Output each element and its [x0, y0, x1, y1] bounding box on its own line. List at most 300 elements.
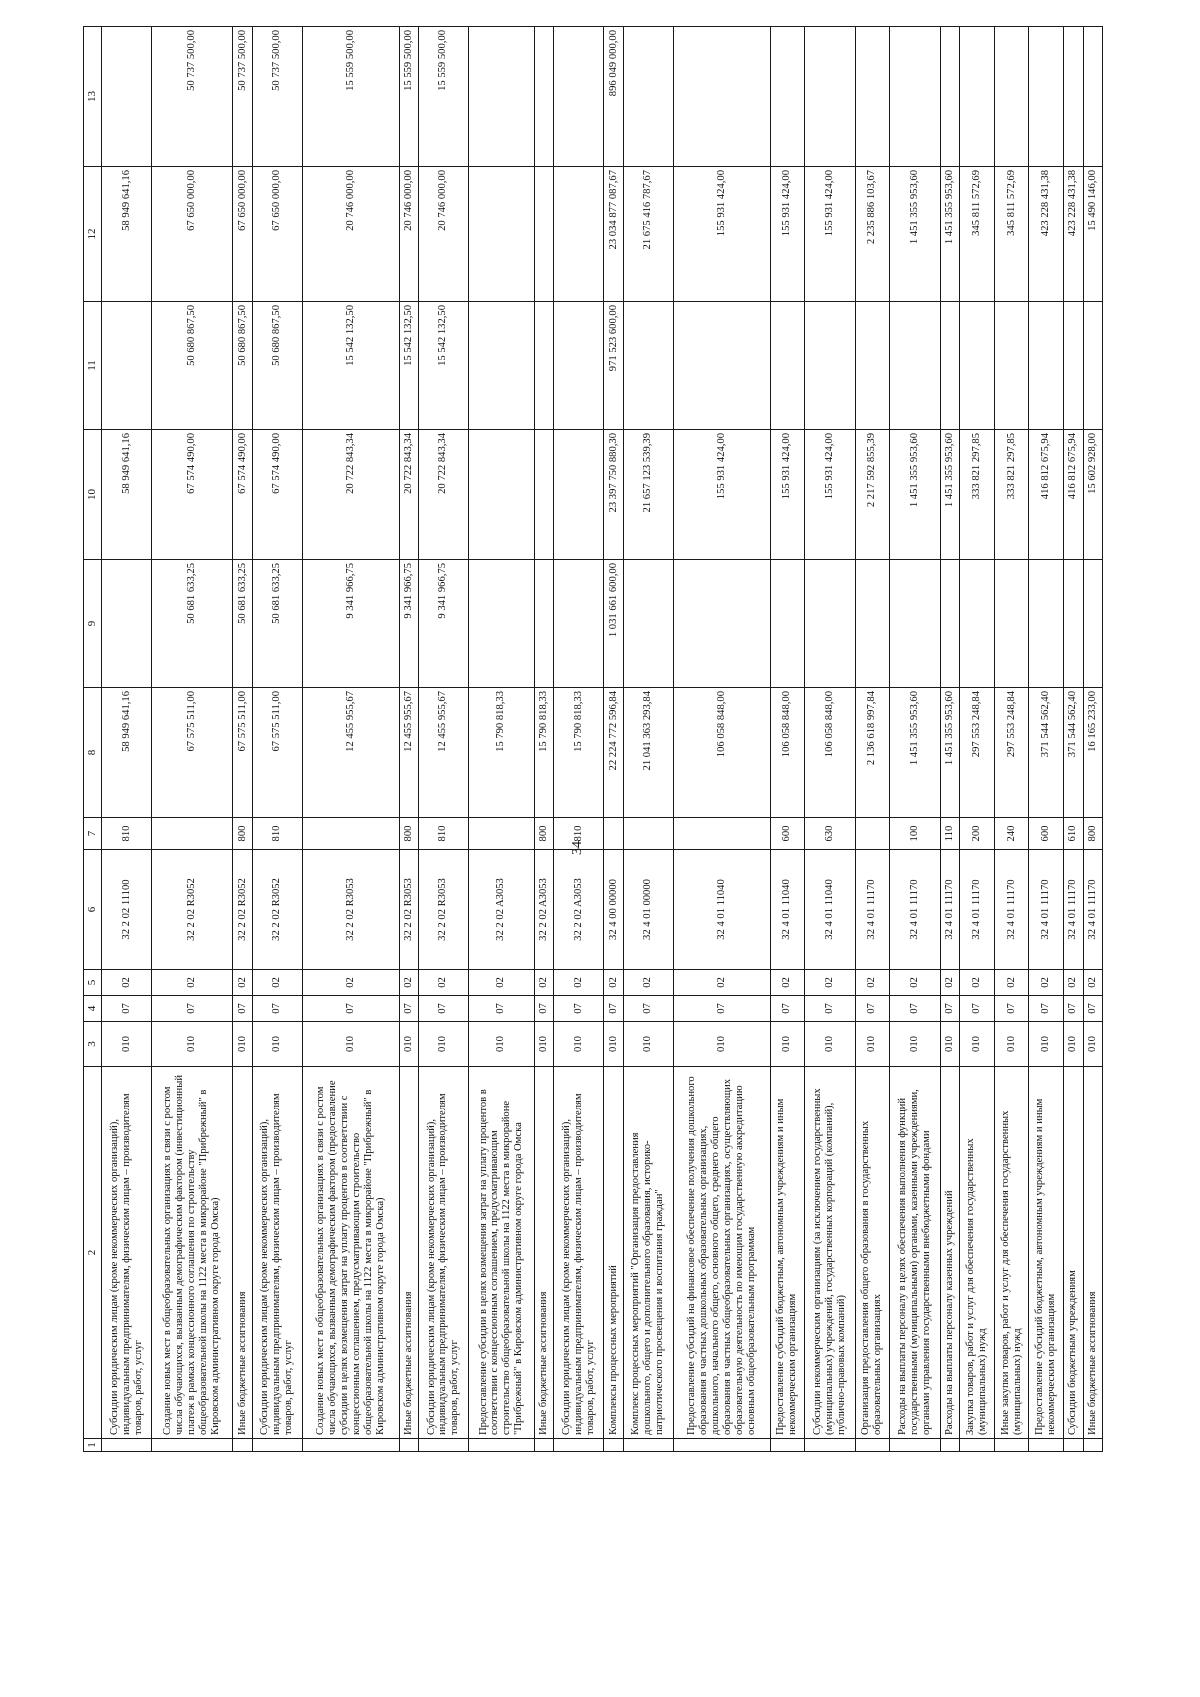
code-section: 07: [554, 996, 604, 1022]
amount-2026-federal: [855, 302, 890, 430]
code-subsection: 02: [805, 970, 855, 996]
amount-2025-total: 67 575 511,00: [152, 688, 233, 818]
amount-2025-federal: 9 341 966,75: [399, 560, 418, 688]
table-row: [805, 27, 855, 1452]
code-section: 07: [959, 996, 994, 1022]
expense-type-code: 810: [554, 818, 604, 850]
code-section: 07: [418, 996, 468, 1022]
amount-2027-total: 423 228 431,38: [1029, 167, 1064, 302]
code-ministry: 010: [855, 1022, 890, 1067]
code-section: 07: [233, 996, 252, 1022]
code-subsection: 02: [959, 970, 994, 996]
amount-2025-federal: [855, 560, 890, 688]
amount-2025-total: 1 451 355 953,60: [890, 688, 940, 818]
amount-2025-total: 67 575 511,00: [233, 688, 252, 818]
item-name: Субсидии юридическим лицам (кроме некоммерческих организаций), индивидуальным предпринимателям, физическим лицам – производителям товаров, работ, услуг: [418, 1067, 468, 1439]
table-row: [399, 27, 418, 1452]
amount-2025-total: 15 790 818,33: [534, 688, 553, 818]
item-name: Расходы на выплаты персоналу в целях обеспечения выполнения функций государственными (муниципальными) органами, казенными учреждениями, органами управления государственными внебюджетными фондами: [890, 1067, 940, 1439]
amount-2027-total: 155 931 424,00: [673, 167, 770, 302]
item-name: Иные бюджетные ассигнования: [1083, 1067, 1102, 1439]
item-name: Закупка товаров, работ и услуг для обеспечения государственных (муниципальных) нужд: [959, 1067, 994, 1439]
amount-2026-total: 21 657 123 539,39: [623, 430, 673, 560]
amount-2026-total: 23 397 750 880,30: [604, 430, 623, 560]
code-section: 07: [994, 996, 1029, 1022]
code-ministry: 010: [554, 1022, 604, 1067]
amount-2027-federal: [890, 27, 940, 167]
target-article-code: 32 2 02 R3053: [418, 850, 468, 970]
expense-type-code: [152, 818, 233, 850]
item-name: Предоставление субсидий бюджетным, автономным учреждениям и иным некоммерческим организациям: [1029, 1067, 1064, 1439]
amount-2027-total: 1 451 355 953,60: [890, 167, 940, 302]
code-subsection: 02: [940, 970, 959, 996]
amount-2026-total: [554, 430, 604, 560]
row-indent: [554, 1439, 604, 1452]
amount-2026-total: 20 722 843,34: [399, 430, 418, 560]
item-name: Субсидии бюджетным учреждениям: [1064, 1067, 1083, 1439]
row-indent: [102, 1439, 152, 1452]
item-name: Комплекс процессных мероприятий "Организация предоставления дошкольного, общего и дополнительного образования, историко-патриотического просвещения и воспитания граждан": [623, 1067, 673, 1439]
amount-2026-federal: [890, 302, 940, 430]
code-ministry: 010: [399, 1022, 418, 1067]
column-number: 6: [84, 850, 102, 970]
amount-2025-federal: 1 031 661 600,00: [604, 560, 623, 688]
amount-2027-federal: [1064, 27, 1083, 167]
expense-type-code: 800: [399, 818, 418, 850]
row-indent: [469, 1439, 535, 1452]
amount-2026-total: 155 931 424,00: [805, 430, 855, 560]
amount-2026-total: 20 722 843,34: [418, 430, 468, 560]
amount-2026-total: 416 812 675,94: [1064, 430, 1083, 560]
column-number: 4: [84, 996, 102, 1022]
amount-2026-total: 15 602 928,00: [1083, 430, 1102, 560]
row-indent: [673, 1439, 770, 1452]
expense-type-code: [469, 818, 535, 850]
amount-2025-federal: [469, 560, 535, 688]
table-row: [1064, 27, 1083, 1452]
expense-type-code: 810: [102, 818, 152, 850]
amount-2026-federal: 15 542 132,50: [302, 302, 399, 430]
amount-2025-federal: 50 681 633,25: [152, 560, 233, 688]
column-number: 13: [84, 27, 102, 167]
row-indent: [1064, 1439, 1083, 1452]
code-section: 07: [469, 996, 535, 1022]
target-article-code: 32 2 02 R3053: [399, 850, 418, 970]
code-subsection: 02: [994, 970, 1029, 996]
amount-2026-federal: [1083, 302, 1102, 430]
amount-2026-total: 67 574 490,00: [252, 430, 302, 560]
code-ministry: 010: [534, 1022, 553, 1067]
expense-type-code: 110: [940, 818, 959, 850]
amount-2027-federal: 15 559 500,00: [418, 27, 468, 167]
code-ministry: 010: [959, 1022, 994, 1067]
amount-2027-federal: [940, 27, 959, 167]
table-row: [554, 27, 604, 1452]
row-indent: [770, 1439, 805, 1452]
amount-2026-total: 67 574 490,00: [233, 430, 252, 560]
table-row: [994, 27, 1029, 1452]
target-article-code: 32 4 01 11170: [1064, 850, 1083, 970]
code-ministry: 010: [673, 1022, 770, 1067]
item-name: Субсидии некоммерческим организациям (за исключением государственных (муниципальных) учреждений, государственных корпораций (компаний), публично-правовых компаний): [805, 1067, 855, 1439]
amount-2027-federal: [1029, 27, 1064, 167]
code-ministry: 010: [940, 1022, 959, 1067]
expense-type-code: [302, 818, 399, 850]
column-number: 10: [84, 430, 102, 560]
column-number-row: [84, 27, 102, 1452]
amount-2025-federal: [994, 560, 1029, 688]
item-name: Иные бюджетные ассигнования: [534, 1067, 553, 1439]
amount-2026-total: 2 217 592 855,39: [855, 430, 890, 560]
code-subsection: 02: [623, 970, 673, 996]
amount-2025-federal: 50 681 633,25: [252, 560, 302, 688]
code-section: 07: [152, 996, 233, 1022]
item-name: Субсидии юридическим лицам (кроме некоммерческих организаций), индивидуальным предпринимателям, физическим лицам – производителям товаров, работ, услуг: [102, 1067, 152, 1439]
amount-2025-total: 371 544 562,40: [1064, 688, 1083, 818]
target-article-code: 32 4 01 11170: [855, 850, 890, 970]
target-article-code: 32 2 02 A3053: [534, 850, 553, 970]
amount-2026-total: [534, 430, 553, 560]
target-article-code: 32 4 01 11170: [1083, 850, 1102, 970]
amount-2025-total: 12 455 955,67: [399, 688, 418, 818]
target-article-code: 32 4 01 00000: [623, 850, 673, 970]
code-subsection: 02: [855, 970, 890, 996]
table-row: [855, 27, 890, 1452]
amount-2026-federal: [102, 302, 152, 430]
amount-2025-total: 15 790 818,33: [469, 688, 535, 818]
amount-2026-federal: 50 680 867,50: [152, 302, 233, 430]
amount-2027-total: 67 650 000,00: [152, 167, 233, 302]
item-name: Субсидии юридическим лицам (кроме некоммерческих организаций), индивидуальным предпринимателям, физическим лицам – производителям товаров, работ, услуг: [252, 1067, 302, 1439]
amount-2025-total: 2 136 618 997,84: [855, 688, 890, 818]
code-ministry: 010: [469, 1022, 535, 1067]
amount-2027-federal: [534, 27, 553, 167]
expense-type-code: [855, 818, 890, 850]
code-section: 07: [252, 996, 302, 1022]
code-section: 07: [623, 996, 673, 1022]
expense-type-code: 810: [418, 818, 468, 850]
table-row: [469, 27, 535, 1452]
amount-2026-federal: [1064, 302, 1083, 430]
item-name: Иные бюджетные ассигнования: [399, 1067, 418, 1439]
amount-2025-federal: [1083, 560, 1102, 688]
amount-2025-total: 12 455 955,67: [418, 688, 468, 818]
amount-2027-total: 155 931 424,00: [805, 167, 855, 302]
column-number: 5: [84, 970, 102, 996]
amount-2027-federal: 15 559 500,00: [399, 27, 418, 167]
amount-2027-total: 67 650 000,00: [252, 167, 302, 302]
amount-2027-federal: 15 559 500,00: [302, 27, 399, 167]
amount-2026-federal: 15 542 132,50: [418, 302, 468, 430]
amount-2027-total: [534, 167, 553, 302]
code-ministry: 010: [418, 1022, 468, 1067]
code-section: 07: [855, 996, 890, 1022]
amount-2027-total: 1 451 355 953,60: [940, 167, 959, 302]
amount-2027-total: 15 490 146,00: [1083, 167, 1102, 302]
table-row: [890, 27, 940, 1452]
amount-2027-total: 21 675 416 787,67: [623, 167, 673, 302]
amount-2027-federal: [959, 27, 994, 167]
amount-2027-total: [554, 167, 604, 302]
code-subsection: 02: [233, 970, 252, 996]
amount-2025-federal: [534, 560, 553, 688]
amount-2025-total: 106 058 848,00: [770, 688, 805, 818]
table-row: [959, 27, 994, 1452]
expense-type-code: [623, 818, 673, 850]
code-subsection: 02: [890, 970, 940, 996]
amount-2025-total: 106 058 848,00: [673, 688, 770, 818]
item-name: Организация предоставления общего образования в государственных образовательных организациях: [855, 1067, 890, 1439]
amount-2026-federal: [673, 302, 770, 430]
amount-2027-total: 67 650 000,00: [233, 167, 252, 302]
amount-2027-total: 2 235 886 103,67: [855, 167, 890, 302]
code-ministry: 010: [102, 1022, 152, 1067]
amount-2026-total: 333 821 297,85: [959, 430, 994, 560]
expense-type-code: 630: [805, 818, 855, 850]
column-number: 12: [84, 167, 102, 302]
amount-2025-total: 16 165 233,00: [1083, 688, 1102, 818]
budget-table: [83, 26, 1103, 1452]
amount-2026-total: 1 451 355 953,60: [890, 430, 940, 560]
table-row: [233, 27, 252, 1452]
amount-2027-total: 23 034 877 087,67: [604, 167, 623, 302]
amount-2026-federal: [994, 302, 1029, 430]
target-article-code: 32 4 00 00000: [604, 850, 623, 970]
amount-2025-federal: [805, 560, 855, 688]
amount-2025-federal: [623, 560, 673, 688]
amount-2025-total: 21 041 363 293,84: [623, 688, 673, 818]
table-row: [770, 27, 805, 1452]
column-number: 7: [84, 818, 102, 850]
target-article-code: 32 4 01 11170: [959, 850, 994, 970]
target-article-code: 32 2 02 R3053: [302, 850, 399, 970]
amount-2027-total: 345 811 572,69: [959, 167, 994, 302]
target-article-code: 32 4 01 11170: [1029, 850, 1064, 970]
row-indent: [302, 1439, 399, 1452]
amount-2026-federal: [554, 302, 604, 430]
amount-2025-federal: [890, 560, 940, 688]
table-row: [102, 27, 152, 1452]
item-name: Иные бюджетные ассигнования: [233, 1067, 252, 1439]
amount-2025-federal: [1029, 560, 1064, 688]
amount-2025-total: 58 949 641,16: [102, 688, 152, 818]
amount-2027-federal: 896 049 000,00: [604, 27, 623, 167]
row-indent: [623, 1439, 673, 1452]
item-name: Создание новых мест в общеобразовательных организациях в связи с ростом числа обучающихся, вызванным демографическим фактором (предоставление субсидии в целях возмещения затрат на уплату процентов в соответствии с концессионным соглашением, предусматривающим строительство общеобразовательной школы на 1122 места в микрорайоне "Прибрежный" в Кировском административном округе города Омска): [302, 1067, 399, 1439]
target-article-code: 32 4 01 11170: [940, 850, 959, 970]
amount-2026-total: 1 451 355 953,60: [940, 430, 959, 560]
amount-2026-federal: [940, 302, 959, 430]
code-subsection: 02: [604, 970, 623, 996]
code-ministry: 010: [604, 1022, 623, 1067]
code-section: 07: [1064, 996, 1083, 1022]
table-row: [1029, 27, 1064, 1452]
row-indent: [233, 1439, 252, 1452]
amount-2025-total: 15 790 818,33: [554, 688, 604, 818]
expense-type-code: 810: [252, 818, 302, 850]
row-indent: [152, 1439, 233, 1452]
code-subsection: 02: [673, 970, 770, 996]
target-article-code: 32 4 01 11040: [673, 850, 770, 970]
table-row: [418, 27, 468, 1452]
code-subsection: 02: [1029, 970, 1064, 996]
row-indent: [534, 1439, 553, 1452]
expense-type-code: 600: [1029, 818, 1064, 850]
expense-type-code: 610: [1064, 818, 1083, 850]
row-indent: [940, 1439, 959, 1452]
item-name: Предоставление субсидии в целях возмещения затрат на уплату процентов в соответствии с концессионным соглашением, предусматривающим строительство общеобразовательной школы на 1122 места в микрорайоне "Прибрежный" в Кировском административном округе города Омска: [469, 1067, 535, 1439]
target-article-code: 32 2 02 A3053: [469, 850, 535, 970]
column-number: 11: [84, 302, 102, 430]
code-section: 07: [399, 996, 418, 1022]
amount-2027-total: 58 949 641,16: [102, 167, 152, 302]
code-ministry: 010: [994, 1022, 1029, 1067]
table-row: [673, 27, 770, 1452]
column-number: 9: [84, 560, 102, 688]
amount-2025-federal: [102, 560, 152, 688]
amount-2026-federal: 50 680 867,50: [233, 302, 252, 430]
amount-2025-federal: 50 681 633,25: [233, 560, 252, 688]
amount-2026-federal: [534, 302, 553, 430]
target-article-code: 32 4 01 11040: [770, 850, 805, 970]
amount-2025-total: 297 553 248,84: [959, 688, 994, 818]
expense-type-code: 100: [890, 818, 940, 850]
amount-2026-total: 67 574 490,00: [152, 430, 233, 560]
amount-2026-federal: 15 542 132,50: [399, 302, 418, 430]
table-body: [84, 27, 1103, 1452]
amount-2026-federal: [959, 302, 994, 430]
code-section: 07: [1029, 996, 1064, 1022]
expense-type-code: 800: [1083, 818, 1102, 850]
code-section: 07: [534, 996, 553, 1022]
code-subsection: 02: [302, 970, 399, 996]
code-subsection: 02: [418, 970, 468, 996]
row-indent: [252, 1439, 302, 1452]
expense-type-code: 240: [994, 818, 1029, 850]
amount-2026-total: [469, 430, 535, 560]
target-article-code: 32 2 02 11100: [102, 850, 152, 970]
column-number: 8: [84, 688, 102, 818]
expense-type-code: 800: [534, 818, 553, 850]
code-ministry: 010: [623, 1022, 673, 1067]
amount-2027-federal: [805, 27, 855, 167]
amount-2025-total: 12 455 955,67: [302, 688, 399, 818]
code-ministry: 010: [1064, 1022, 1083, 1067]
column-number: 3: [84, 1022, 102, 1067]
code-ministry: 010: [302, 1022, 399, 1067]
document-page: [83, 27, 1103, 1452]
item-name: Предоставление субсидий бюджетным, автономным учреждениям и иным некоммерческим организациям: [770, 1067, 805, 1439]
code-section: 07: [805, 996, 855, 1022]
amount-2026-total: 416 812 675,94: [1029, 430, 1064, 560]
amount-2025-total: 67 575 511,00: [252, 688, 302, 818]
code-ministry: 010: [252, 1022, 302, 1067]
code-subsection: 02: [469, 970, 535, 996]
amount-2027-total: 20 746 000,00: [418, 167, 468, 302]
amount-2025-federal: 9 341 966,75: [302, 560, 399, 688]
code-ministry: 010: [770, 1022, 805, 1067]
table-row: [623, 27, 673, 1452]
code-ministry: 010: [805, 1022, 855, 1067]
amount-2025-federal: 9 341 966,75: [418, 560, 468, 688]
amount-2026-total: 155 931 424,00: [673, 430, 770, 560]
code-ministry: 010: [152, 1022, 233, 1067]
expense-type-code: 800: [233, 818, 252, 850]
row-indent: [418, 1439, 468, 1452]
table-row: [252, 27, 302, 1452]
expense-type-code: [673, 818, 770, 850]
amount-2026-federal: 50 680 867,50: [252, 302, 302, 430]
amount-2025-total: 371 544 562,40: [1029, 688, 1064, 818]
code-section: 07: [302, 996, 399, 1022]
code-subsection: 02: [399, 970, 418, 996]
amount-2027-federal: [469, 27, 535, 167]
row-indent: [1083, 1439, 1102, 1452]
amount-2025-total: 297 553 248,84: [994, 688, 1029, 818]
row-indent: [1029, 1439, 1064, 1452]
amount-2027-federal: [1083, 27, 1102, 167]
target-article-code: 32 4 01 11170: [994, 850, 1029, 970]
code-section: 07: [102, 996, 152, 1022]
table-row: [152, 27, 233, 1452]
amount-2026-total: 333 821 297,85: [994, 430, 1029, 560]
target-article-code: 32 2 02 R3052: [152, 850, 233, 970]
amount-2025-federal: [673, 560, 770, 688]
item-name: Комплексы процессных мероприятий: [604, 1067, 623, 1439]
amount-2025-federal: [770, 560, 805, 688]
amount-2027-total: 20 746 000,00: [399, 167, 418, 302]
amount-2027-federal: [554, 27, 604, 167]
amount-2026-total: 155 931 424,00: [770, 430, 805, 560]
amount-2025-federal: [1064, 560, 1083, 688]
code-ministry: 010: [1029, 1022, 1064, 1067]
code-subsection: 02: [554, 970, 604, 996]
amount-2026-federal: [805, 302, 855, 430]
item-name: Субсидии юридическим лицам (кроме некоммерческих организаций), индивидуальным предпринимателям, физическим лицам – производителям товаров, работ, услуг: [554, 1067, 604, 1439]
item-name: Расходы на выплаты персоналу казенных учреждений: [940, 1067, 959, 1439]
row-indent: [994, 1439, 1029, 1452]
code-ministry: 010: [890, 1022, 940, 1067]
table-row: [302, 27, 399, 1452]
amount-2027-federal: [770, 27, 805, 167]
target-article-code: 32 4 01 11170: [890, 850, 940, 970]
target-article-code: 32 2 02 R3052: [233, 850, 252, 970]
code-section: 07: [604, 996, 623, 1022]
target-article-code: 32 4 01 11040: [805, 850, 855, 970]
amount-2025-total: 22 224 772 596,84: [604, 688, 623, 818]
code-subsection: 02: [534, 970, 553, 996]
amount-2026-federal: 971 523 600,00: [604, 302, 623, 430]
amount-2027-federal: [102, 27, 152, 167]
page-number: 34: [570, 841, 585, 855]
amount-2027-total: 345 811 572,69: [994, 167, 1029, 302]
amount-2027-federal: [994, 27, 1029, 167]
amount-2025-total: 1 451 355 953,60: [940, 688, 959, 818]
amount-2027-federal: [623, 27, 673, 167]
code-subsection: 02: [252, 970, 302, 996]
code-ministry: 010: [233, 1022, 252, 1067]
row-indent: [805, 1439, 855, 1452]
amount-2027-federal: [855, 27, 890, 167]
table-row: [534, 27, 553, 1452]
amount-2026-total: 58 949 641,16: [102, 430, 152, 560]
row-indent: [399, 1439, 418, 1452]
code-subsection: 02: [152, 970, 233, 996]
table-row: [940, 27, 959, 1452]
amount-2027-total: [469, 167, 535, 302]
code-ministry: 010: [1083, 1022, 1102, 1067]
table-row: [1083, 27, 1102, 1452]
